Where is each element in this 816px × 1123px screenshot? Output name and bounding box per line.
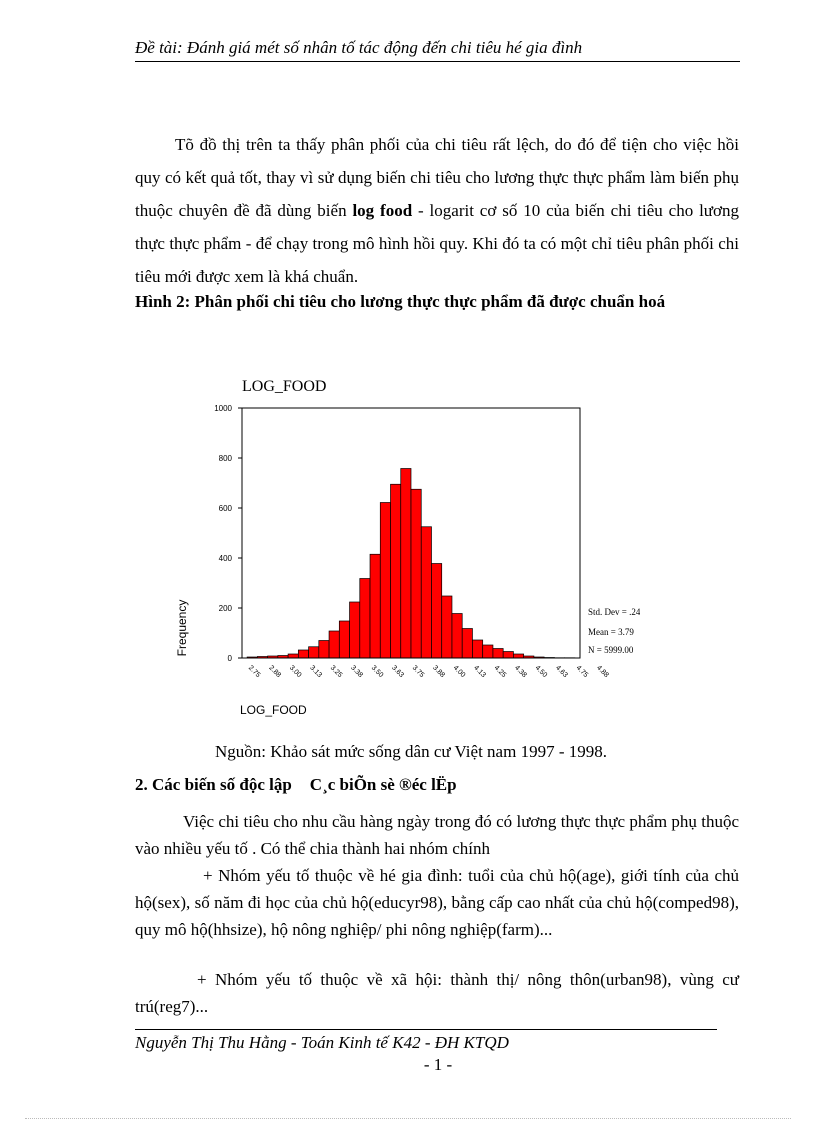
x-tick-label: 3.38 — [349, 664, 364, 680]
histogram-bar — [380, 503, 390, 659]
x-axis-label: LOG_FOOD — [240, 703, 307, 717]
x-tick-label: 3.13 — [308, 664, 323, 680]
x-axis-ticks — [247, 664, 610, 679]
x-tick-label: 2.75 — [246, 664, 262, 680]
histogram-bar — [411, 489, 421, 658]
section-title: 2. Các biến số độc lập — [135, 775, 292, 794]
histogram-bar — [462, 629, 472, 659]
histogram-bar — [421, 527, 431, 658]
x-tick-label: 4.00 — [451, 664, 467, 680]
x-tick-label: 4.63 — [554, 664, 569, 680]
histogram-bar — [298, 650, 308, 658]
section-title-garbled: C¸c biÕn sè ®éc lËp — [309, 775, 457, 794]
histogram-bar — [319, 641, 329, 659]
histogram-bar — [391, 484, 401, 658]
histogram-bar — [431, 564, 441, 659]
histogram-bar — [360, 579, 370, 659]
page-number: - 1 - — [423, 1055, 453, 1074]
x-tick-label: 4.13 — [472, 664, 487, 680]
x-tick-label: 3.50 — [369, 664, 385, 680]
stat-std-dev: Std. Dev = .24 — [588, 607, 640, 617]
histogram-bar — [483, 645, 493, 658]
body-paragraph-3: + Nhóm yếu tố thuộc về xã hội: thành thị/ nông thôn(urban98), vùng cư trú(reg7)... — [135, 970, 739, 1016]
page-edge-dots — [25, 1118, 791, 1119]
y-axis-ticks — [214, 404, 242, 663]
histogram-bar — [309, 647, 319, 658]
x-tick-label: 3.25 — [328, 664, 344, 680]
y-tick-label: 1000 — [214, 404, 232, 413]
x-tick-label: 3.75 — [410, 664, 426, 680]
x-tick-label: 4.75 — [574, 664, 590, 680]
histogram-bar — [493, 649, 503, 659]
document-footer: Nguyễn Thị Thu Hằng - Toán Kinh tế K42 - ĐH KTQD — [135, 1033, 509, 1052]
histogram-bar — [288, 654, 298, 658]
histogram-chart — [160, 370, 640, 720]
histogram-bar — [350, 602, 360, 658]
histogram-svg — [160, 370, 640, 720]
x-tick-label: 4.25 — [492, 664, 508, 680]
x-tick-label: 4.50 — [533, 664, 549, 680]
y-tick-label: 600 — [218, 504, 232, 513]
chart-title: LOG_FOOD — [242, 378, 327, 395]
source-note: Nguồn: Khảo sát mức sống dân cư Việt nam 1997 - 1998. — [215, 742, 607, 761]
histogram-bar — [513, 654, 523, 658]
intro-paragraph — [135, 128, 739, 293]
y-tick-label: 800 — [218, 454, 232, 463]
x-tick-label: 3.88 — [431, 664, 446, 680]
x-tick-label: 3.00 — [287, 664, 303, 680]
stat-n: N = 5999.00 — [588, 645, 634, 655]
document-header: Đề tài: Đánh giá mét số nhân tố tác động đến chi tiêu hé gia đình — [135, 36, 740, 62]
x-tick-label: 4.88 — [595, 664, 610, 680]
intro-bold-term: log food — [352, 201, 413, 220]
footer-divider — [135, 1029, 717, 1030]
x-tick-label: 2.88 — [267, 664, 282, 680]
histogram-bars — [247, 469, 575, 659]
y-tick-label: 200 — [218, 604, 232, 613]
intro-text-after: - logarit cơ số 10 của biến chi tiêu cho lương thực thực phẩm - để chạy trong mô hình hồi quy. Khi đó ta có một chỉ tiêu phân phối chi tiêu mới được xem là khá chuẩn. — [135, 201, 740, 286]
histogram-bar — [370, 554, 380, 658]
histogram-bar — [442, 596, 452, 658]
y-tick-label: 0 — [227, 654, 232, 663]
y-tick-label: 400 — [218, 554, 232, 563]
section-heading — [135, 775, 457, 795]
figure-caption: Hình 2: Phân phối chi tiêu cho lương thực thực phẩm đã được chuẩn hoá — [135, 292, 666, 311]
intro-text-before: Tõ đồ thị trên ta thấy phân phối của chi tiêu rất lệch, do đó để tiện cho việc hồi quy có kết quả tốt, thay vì sử dụng biến chi tiêu cho lương thực thực phẩm làm biến phụ thuộc chuyên đề đã dùng biến — [135, 135, 739, 220]
histogram-bar — [503, 652, 513, 659]
body-paragraph-2: + Nhóm yếu tố thuộc về hé gia đình: tuổi của chủ hộ(age), giới tính của chủ hộ(sex), số năm đi học của chủ hộ(educyr98), bằng cấp cao nhất của chủ hộ(comped98), quy mô hộ(hhsize), hộ nông nghiệp/ phi nông nghiệp(farm)... — [135, 866, 739, 939]
histogram-bar — [329, 631, 339, 658]
body-paragraph-1: Việc chi tiêu cho nhu cầu hàng ngày trong đó có lương thực thực phẩm phụ thuộc vào nhiều yếu tố . Có thể chia thành hai nhóm chính — [135, 812, 739, 858]
histogram-bar — [452, 614, 462, 659]
x-tick-label: 3.63 — [390, 664, 405, 680]
histogram-bar — [472, 640, 482, 658]
histogram-bar — [339, 621, 349, 658]
y-axis-label: Frequency — [175, 599, 189, 657]
x-tick-label: 4.38 — [513, 664, 528, 680]
histogram-bar — [401, 469, 411, 659]
stat-mean: Mean = 3.79 — [588, 627, 634, 637]
